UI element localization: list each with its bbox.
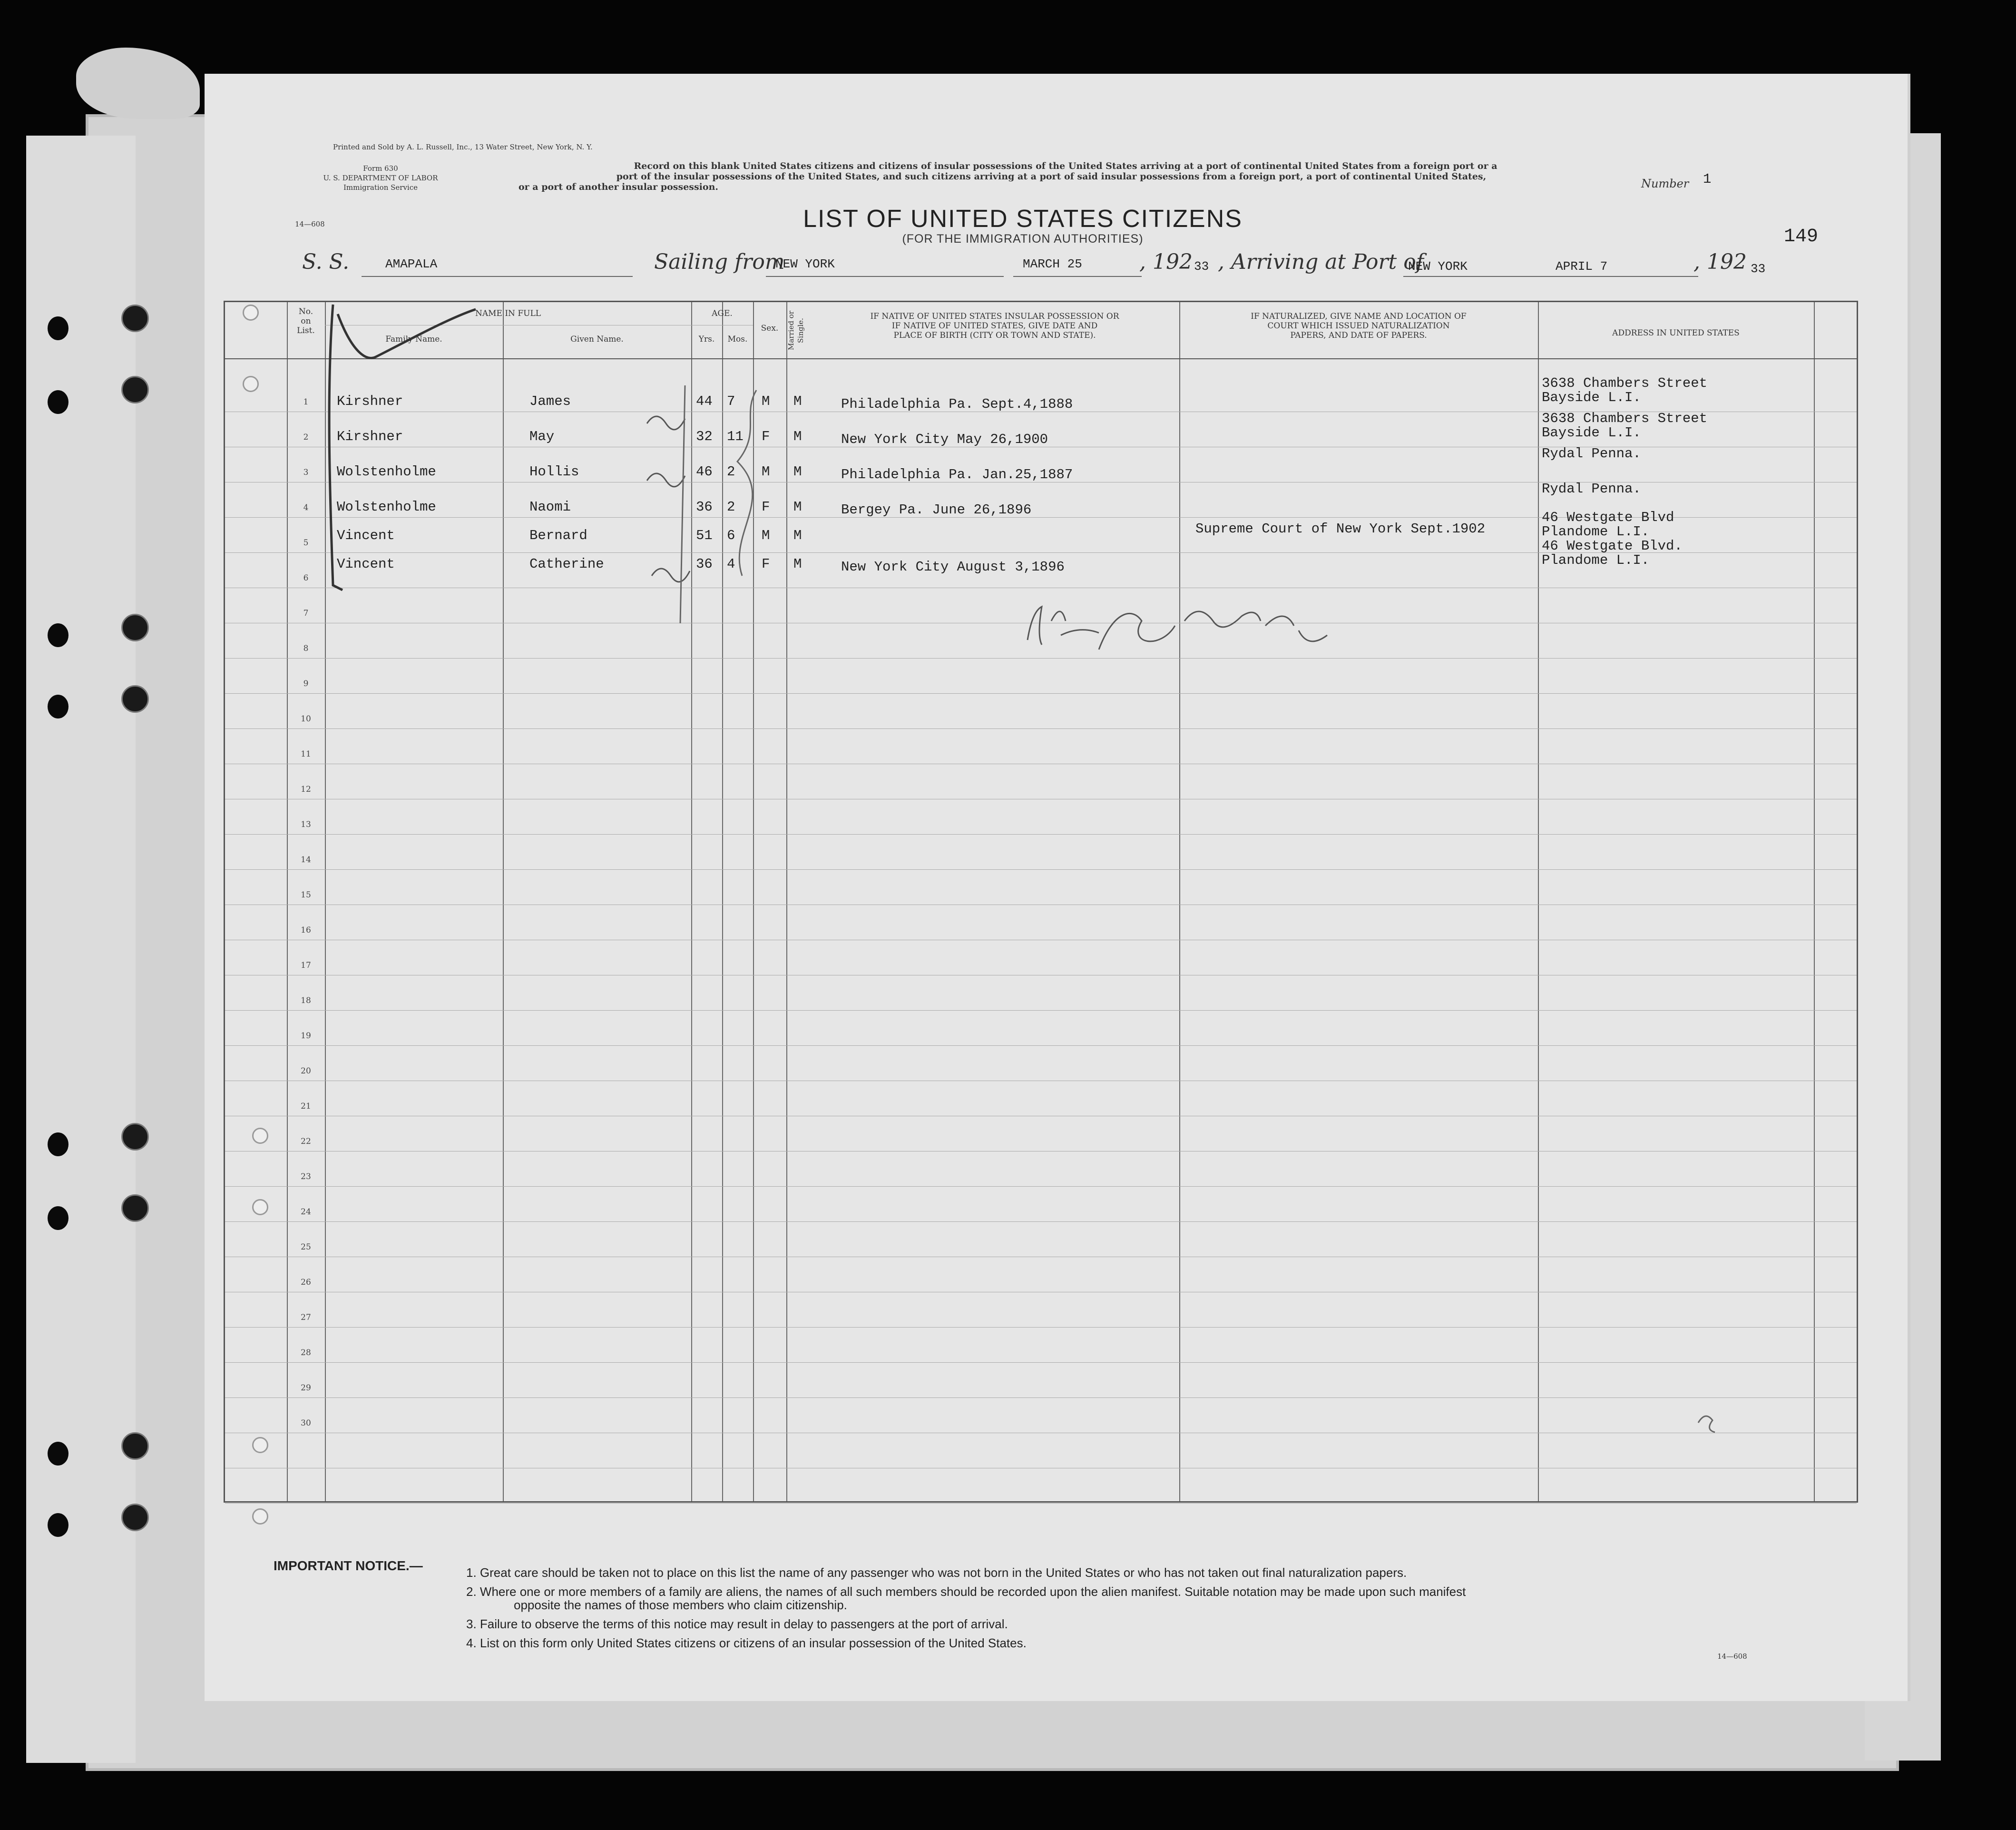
age-months: 2 [727, 464, 735, 480]
row-number: 11 [301, 749, 311, 759]
binder-hole [121, 305, 149, 332]
row-rule [225, 693, 1857, 694]
age-months: 4 [727, 556, 735, 572]
birth-place-date: Bergey Pa. June 26,1896 [841, 502, 1032, 518]
row-number: 6 [303, 573, 309, 583]
printer-line: Printed and Sold by A. L. Russell, Inc., 13 Water Street, New York, N. Y. [333, 143, 593, 151]
binder-hole [48, 695, 69, 718]
punch-ring [252, 1508, 268, 1525]
row-number: 4 [303, 503, 309, 512]
marital-status: M [793, 528, 802, 543]
given-name: Hollis [529, 464, 579, 480]
age-years: 46 [696, 464, 713, 480]
col-naturalized-line1: IF NATURALIZED, GIVE NAME AND LOCATION OF [1251, 312, 1467, 321]
notice-item-2-cont: opposite the names of those members who claim citizenship. [514, 1598, 847, 1612]
form-subtitle: (FOR THE IMMIGRATION AUTHORITIES) [902, 232, 1144, 246]
binder-hole [121, 1432, 149, 1460]
marital-status: M [793, 464, 802, 480]
binder-hole [121, 1123, 149, 1151]
service: Immigration Service [343, 183, 418, 192]
department: U. S. DEPARTMENT OF LABOR [323, 174, 438, 182]
binder-hole [48, 623, 69, 647]
sailing-from: NEW YORK [775, 257, 835, 271]
row-number: 23 [301, 1172, 311, 1181]
age-months: 6 [727, 528, 735, 543]
age-years: 36 [696, 556, 713, 572]
inspector-signature [1018, 592, 1341, 673]
arriving-port: NEW YORK [1408, 259, 1468, 274]
binder-hole [48, 1206, 69, 1230]
row-number: 24 [301, 1207, 311, 1217]
address-line-1: 46 Westgate Blvd. [1542, 538, 1683, 554]
col-yrs: Yrs. [698, 335, 715, 344]
given-name: James [529, 394, 571, 409]
col-naturalized-line2: COURT WHICH ISSUED NATURALIZATION [1267, 321, 1450, 331]
row-rule [225, 1397, 1857, 1398]
age-months: 2 [727, 499, 735, 515]
age-years: 51 [696, 528, 713, 543]
row-number: 13 [301, 820, 311, 829]
row-rule [225, 1503, 1857, 1504]
torn-corner [76, 48, 200, 119]
arriving-label: , Arriving at Port of [1218, 250, 1424, 274]
naturalization-court: Supreme Court of New York Sept.1902 [1195, 521, 1486, 537]
row-number: 12 [301, 785, 311, 794]
col-name-in-full: NAME IN FULL [475, 309, 541, 318]
col-birth-line3: PLACE OF BIRTH (CITY OR TOWN AND STATE). [893, 331, 1096, 340]
given-name: Catherine [529, 556, 604, 572]
marital-status: M [793, 429, 802, 444]
ship-name: AMAPALA [385, 257, 438, 271]
family-name: Vincent [337, 556, 395, 572]
sailing-year: 33 [1194, 259, 1209, 274]
row-number: 18 [301, 996, 311, 1005]
row-number: 7 [303, 609, 309, 618]
address-line-2: Bayside L.I. [1542, 425, 1641, 441]
row-number: 5 [303, 538, 309, 548]
col-marital: Married or Single. [787, 311, 805, 351]
row-number: 8 [303, 644, 309, 653]
row-number: 27 [301, 1313, 311, 1322]
binder-strip-left [26, 136, 136, 1763]
form-number: Form 630 [363, 164, 398, 173]
row-number: 28 [301, 1348, 311, 1358]
row-number: 30 [301, 1418, 311, 1428]
instruction-line-3: or a port of another insular possession. [519, 182, 718, 192]
age-months: 7 [727, 394, 735, 409]
arriving-year: 33 [1751, 262, 1766, 276]
binder-hole [121, 614, 149, 641]
arriving-year-prefix: , 192 [1693, 250, 1747, 274]
check-mark-bracket [323, 300, 485, 604]
given-name: Bernard [529, 528, 587, 543]
arriving-underline [1403, 276, 1698, 277]
ss-label: S. S. [302, 250, 350, 274]
binder-hole [48, 316, 69, 340]
row-number: 9 [303, 679, 309, 689]
sex: M [762, 528, 770, 543]
row-rule [225, 1045, 1857, 1046]
marital-status: M [793, 394, 802, 409]
address-line-1: Rydal Penna. [1542, 481, 1641, 497]
age-years: 36 [696, 499, 713, 515]
given-name: May [529, 429, 555, 444]
binder-hole [121, 1194, 149, 1222]
row-rule [225, 1221, 1857, 1222]
sex: F [762, 499, 770, 515]
row-number: 21 [301, 1102, 311, 1111]
ship-underline [362, 276, 633, 277]
sailing-underline [766, 276, 1004, 277]
col-no-line2: on [301, 316, 311, 326]
family-name: Kirshner [337, 429, 403, 444]
page-number: 149 [1784, 226, 1819, 247]
row-rule [225, 1010, 1857, 1011]
sailing-date: MARCH 25 [1023, 257, 1082, 271]
col-no-line1: No. [298, 307, 313, 316]
family-name: Wolstenholme [337, 499, 436, 515]
binder-hole [48, 1132, 69, 1156]
col-family-name: Family Name. [385, 335, 442, 344]
instruction-line-2: port of the insular possessions of the United States, and such citizens arriving at a port of said insular possessions from a foreign port, a port of continental United States, [616, 171, 1487, 182]
sailing-date-underline [1013, 276, 1142, 277]
row-number: 22 [301, 1137, 311, 1146]
binder-hole [48, 390, 69, 414]
instruction-line-1: Record on this blank United States citizens and citizens of insular possessions of the United States arriving at a port of continental United States from a foreign port or a [634, 161, 1497, 171]
row-number: 3 [303, 468, 309, 477]
address-line-2: Bayside L.I. [1542, 390, 1641, 405]
binder-hole [48, 1513, 69, 1537]
col-address: ADDRESS IN UNITED STATES [1612, 328, 1740, 338]
sex: M [762, 464, 770, 480]
col-birth-line1: IF NATIVE OF UNITED STATES INSULAR POSSESSION OR [870, 312, 1119, 321]
notice-item-3: 3. Failure to observe the terms of this notice may result in delay to passengers at the port of arrival. [466, 1617, 1008, 1631]
col-sex: Sex. [761, 324, 779, 333]
row-rule [225, 1186, 1857, 1187]
birth-place-date: New York City August 3,1896 [841, 559, 1065, 575]
given-name: Naomi [529, 499, 571, 515]
col-no-line3: List. [297, 326, 315, 335]
binder-hole [121, 1504, 149, 1531]
col-naturalized-line3: PAPERS, AND DATE OF PAPERS. [1290, 331, 1427, 340]
arriving-date: APRIL 7 [1556, 259, 1608, 274]
row-number: 20 [301, 1066, 311, 1076]
marital-status: M [793, 556, 802, 572]
form-title: LIST OF UNITED STATES CITIZENS [803, 205, 1243, 233]
address-line-2: Plandome L.I. [1542, 524, 1650, 540]
sex: F [762, 556, 770, 572]
number-label: Number [1641, 177, 1689, 190]
binder-hole [121, 376, 149, 403]
age-years: 44 [696, 394, 713, 409]
sailing-year-prefix: , 192 [1139, 250, 1193, 274]
notice-item-1: 1. Great care should be taken not to place on this list the name of any passenger who was not born in the United States or who has not taken out final naturalization papers. [466, 1565, 1407, 1580]
handwritten-marks [633, 376, 813, 633]
row-number: 17 [301, 961, 311, 970]
sex: F [762, 429, 770, 444]
marital-status: M [793, 499, 802, 515]
address-line-1: 3638 Chambers Street [1542, 411, 1708, 426]
address-line-1: Rydal Penna. [1542, 446, 1641, 462]
handwritten-mark [1693, 1408, 1722, 1437]
row-rule [225, 1327, 1857, 1328]
row-rule [225, 834, 1857, 835]
row-number: 15 [301, 890, 311, 900]
col-given-name: Given Name. [570, 335, 624, 344]
number-value: 1 [1703, 171, 1712, 187]
family-name: Wolstenholme [337, 464, 436, 480]
age-years: 32 [696, 429, 713, 444]
row-number: 26 [301, 1278, 311, 1287]
sex: M [762, 394, 770, 409]
row-rule [225, 1362, 1857, 1363]
footer-code: 14—608 [1717, 1652, 1747, 1661]
notice-item-2: 2. Where one or more members of a family are aliens, the names of all such members should be recorded upon the alien manifest. Suitable notation may be made upon such manifest [466, 1584, 1466, 1599]
row-number: 1 [303, 397, 309, 407]
family-name: Vincent [337, 528, 395, 543]
col-birth-line2: IF NATIVE OF UNITED STATES, GIVE DATE AND [891, 321, 1098, 331]
address-line-2: Plandome L.I. [1542, 552, 1650, 568]
row-number: 25 [301, 1242, 311, 1252]
row-number: 19 [301, 1031, 311, 1041]
row-number: 16 [301, 925, 311, 935]
row-number: 10 [301, 714, 311, 724]
form-code: 14—608 [295, 220, 325, 228]
address-line-1: 46 Westgate Blvd [1542, 510, 1674, 525]
notice-item-4: 4. List on this form only United States citizens or citizens of an insular possession of the United States. [466, 1636, 1027, 1650]
age-months: 11 [727, 429, 744, 444]
binder-hole [121, 685, 149, 713]
family-name: Kirshner [337, 394, 403, 409]
row-number: 29 [301, 1383, 311, 1393]
row-rule [225, 728, 1857, 729]
col-mos: Mos. [727, 335, 748, 344]
row-number: 2 [303, 433, 309, 442]
sailing-label: Sailing from [654, 250, 785, 274]
notice-heading: IMPORTANT NOTICE.— [274, 1558, 423, 1573]
row-rule [225, 869, 1857, 870]
birth-place-date: Philadelphia Pa. Sept.4,1888 [841, 396, 1073, 412]
row-number: 14 [301, 855, 311, 865]
col-age: AGE. [712, 309, 733, 318]
birth-place-date: Philadelphia Pa. Jan.25,1887 [841, 467, 1073, 482]
address-line-1: 3638 Chambers Street [1542, 375, 1708, 391]
binder-hole [48, 1442, 69, 1466]
birth-place-date: New York City May 26,1900 [841, 432, 1048, 447]
